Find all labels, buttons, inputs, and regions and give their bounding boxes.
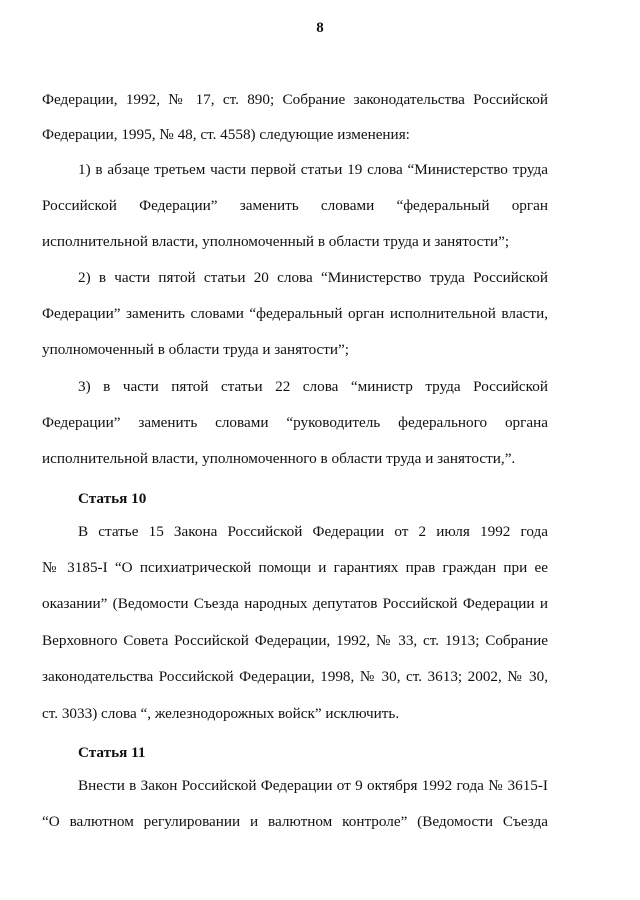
text-line: Верховного Совета Российской Федерации, 1992, № 33, ст. 1913; Собрание [42, 632, 548, 649]
text-line: исполнительной власти, уполномоченного в области труда и занятости,”. [42, 450, 516, 467]
text-line: уполномоченный в области труда и занятости”; [42, 341, 350, 358]
text-line: 2) в части пятой статьи 20 слова “Министерство труда Российской [78, 269, 548, 286]
text-line: Российской Федерации” заменить словами “федеральный орган [42, 197, 548, 214]
text-line: Внести в Закон Российской Федерации от 9 октября 1992 года № 3615-I [78, 777, 548, 794]
text-line: исполнительной власти, уполномоченный в области труда и занятости”; [42, 233, 510, 250]
text-line: 1) в абзаце третьем части первой статьи 19 слова “Министерство труда [78, 161, 548, 178]
text-line: Федерации” заменить словами “руководитель федерального органа [42, 414, 548, 431]
article-heading: Статья 11 [78, 744, 146, 761]
article-heading: Статья 10 [78, 490, 147, 507]
text-line: В статье 15 Закона Российской Федерации от 2 июля 1992 года [78, 523, 548, 540]
page-number: 8 [316, 20, 324, 36]
text-line: Федерации” заменить словами “федеральный орган исполнительной власти, [42, 305, 548, 322]
text-line: Федерации, 1992, № 17, ст. 890; Собрание законодательства Российской [42, 91, 548, 108]
text-line: “О валютном регулировании и валютном контроле” (Ведомости Съезда [42, 813, 548, 830]
text-line: ст. 3033) слова “, железнодорожных войск” исключить. [42, 705, 400, 722]
text-line: законодательства Российской Федерации, 1998, № 30, ст. 3613; 2002, № 30, [42, 668, 548, 685]
text-line: оказании” (Ведомости Съезда народных депутатов Российской Федерации и [42, 595, 548, 612]
text-line: Федерации, 1995, № 48, ст. 4558) следующие изменения: [42, 126, 410, 143]
text-line: 3) в части пятой статьи 22 слова “министр труда Российской [78, 378, 548, 395]
text-line: № 3185-I “О психиатрической помощи и гарантиях прав граждан при ее [42, 559, 548, 576]
